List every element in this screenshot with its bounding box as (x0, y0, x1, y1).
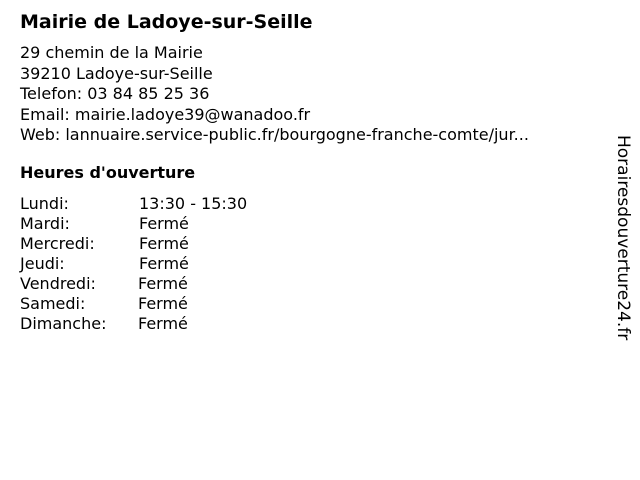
hours-time: Fermé (138, 314, 188, 333)
hours-day: Vendredi: (20, 274, 96, 293)
site-brand-vertical[interactable]: Horairesdouverture24.fr (613, 135, 633, 341)
hours-row-jeudi (20, 254, 247, 274)
hours-day: Dimanche: (20, 314, 107, 333)
hours-day: Jeudi: (20, 254, 65, 273)
contact-info (20, 43, 529, 146)
hours-row-lundi (20, 194, 247, 214)
hours-day: Mercredi: (20, 234, 95, 253)
hours-time: Fermé (138, 274, 188, 293)
email-address: Email: mairie.ladoye39@wanadoo.fr (20, 104, 311, 124)
street-address: 29 chemin de la Mairie (20, 43, 203, 62)
hours-time: Fermé (139, 234, 189, 253)
hours-row-vendredi (20, 274, 247, 294)
hours-time: 13:30 - 15:30 (139, 194, 248, 213)
city-address: 39210 Ladoye-sur-Seille (20, 63, 213, 83)
hours-row-dimanche (20, 314, 247, 334)
hours-row-samedi (20, 294, 247, 314)
hours-heading: Heures d'ouverture (20, 163, 196, 182)
page-title: Mairie de Ladoye-sur-Seille (20, 11, 313, 33)
hours-row-mercredi (20, 234, 247, 254)
website-link[interactable]: Web: lannuaire.service-public.fr/bourgogne-franche-comte/jur... (20, 125, 529, 144)
hours-time: Fermé (138, 294, 188, 313)
hours-row-mardi (20, 214, 247, 234)
hours-day: Samedi: (20, 294, 86, 313)
hours-time: Fermé (139, 254, 189, 273)
hours-day: Lundi: (20, 194, 69, 213)
hours-time: Fermé (139, 214, 189, 233)
phone-number: Telefon: 03 84 85 25 36 (20, 84, 210, 103)
hours-day: Mardi: (20, 214, 70, 233)
opening-hours-table (20, 194, 247, 334)
